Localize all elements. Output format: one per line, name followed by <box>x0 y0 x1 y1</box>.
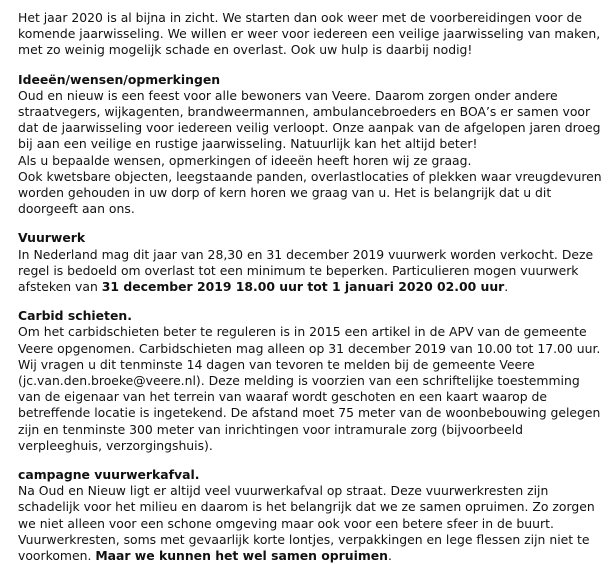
ideas-locations-paragraph: Ook kwetsbare objecten, leegstaande panden, overlastlocaties of plekken waar vreugdevuren worden gehouden in uw dorp of kern horen we graag van u. Het is belangrijk dat u dit doorgeeft aan ons. <box>18 168 602 217</box>
waste-period: . <box>387 548 392 564</box>
spacer <box>18 454 604 467</box>
ideas-paragraph: Oud en nieuw is een feest voor alle bewoners van Veere. Daarom zorgen onder andere straatvegers, wijkagenten, brandweermannen, ambulancebroeders en BOA’s er samen voor dat de jaarwisseling voor iedereen veilig verloopt. Onze aanpak van de afgelopen jaren droeg bij aan een veilige en rustige jaarwisseling. Natuurlijk kan het altijd beter! <box>18 87 601 152</box>
waste-text: Na Oud en Nieuw ligt er altijd veel vuurwerkafval op straat. Deze vuurwerkresten zijn schadelijk voor het milieu en daarom is het belangrijk dat we ze samen opruimen. Zo zorgen we niet alleen voor een schone omgeving maar ook voor een betere sfeer in de buurt. Vuurwerkresten, soms met gevaarlijk korte lontjes, verpakkingen en lege flessen zijn niet te voorkomen. <box>18 483 595 564</box>
waste-callout: Maar we kunnen het wel samen opruimen <box>95 548 388 564</box>
fireworks-heading: Vuurwerk <box>18 230 86 246</box>
spacer <box>18 295 604 308</box>
carbide-heading: Carbid schieten. <box>18 308 132 324</box>
fireworks-paragraph <box>18 247 604 296</box>
ideas-heading: Ideeën/wensen/opmerkingen <box>18 71 221 87</box>
spacer <box>18 59 604 72</box>
spacer <box>18 217 604 230</box>
waste-heading: campagne vuurwerkafval. <box>18 467 200 483</box>
document-body <box>18 10 604 564</box>
carbide-paragraph: Om het carbidschieten beter te reguleren is in 2015 een artikel in de APV van de gemeente Veere opgenomen. Carbidschieten mag alleen op 31 december 2019 van 10.00 tot 17.00 uur. Wij vragen u dit tenminste 14 dagen van tevoren te melden bij de gemeente Veere (jc.van.den.broeke@veere.nl). Deze melding is voorzien van een schriftelijke toestemming van de eigenaar van het terrein van waaraf wordt geschoten en een kaart waarop de betreffende locatie is ingetekend. De afstand moet 75 meter van de woonbebouwing gelegen zijn en tenminste 300 meter van inrichtingen voor intramurale zorg (bijvoorbeeld verpleeghuis, verzorgingshuis). <box>18 324 601 453</box>
fireworks-period: . <box>504 279 509 295</box>
fireworks-time-window: 31 december 2019 18.00 uur tot 1 januari 2020 02.00 uur <box>101 279 505 295</box>
waste-paragraph <box>18 483 604 564</box>
ideas-wishes-line: Als u bepaalde wensen, opmerkingen of ideeën heeft horen wij ze graag. <box>18 152 472 168</box>
intro-paragraph: Het jaar 2020 is al bijna in zicht. We starten dan ook weer met de voorbereidingen voor de komende jaarwisseling. We willen er weer voor iedereen een veilige jaarwisseling van maken, met zo weinig mogelijk schade en overlast. Ook uw hulp is daarbij nodig! <box>18 10 601 58</box>
fireworks-text: In Nederland mag dit jaar van 28,30 en 31 december 2019 vuurwerk worden verkocht. Deze regel is bedoeld om overlast tot een minimum te beperken. Particulieren mogen vuurwerk afsteken van <box>18 246 594 295</box>
